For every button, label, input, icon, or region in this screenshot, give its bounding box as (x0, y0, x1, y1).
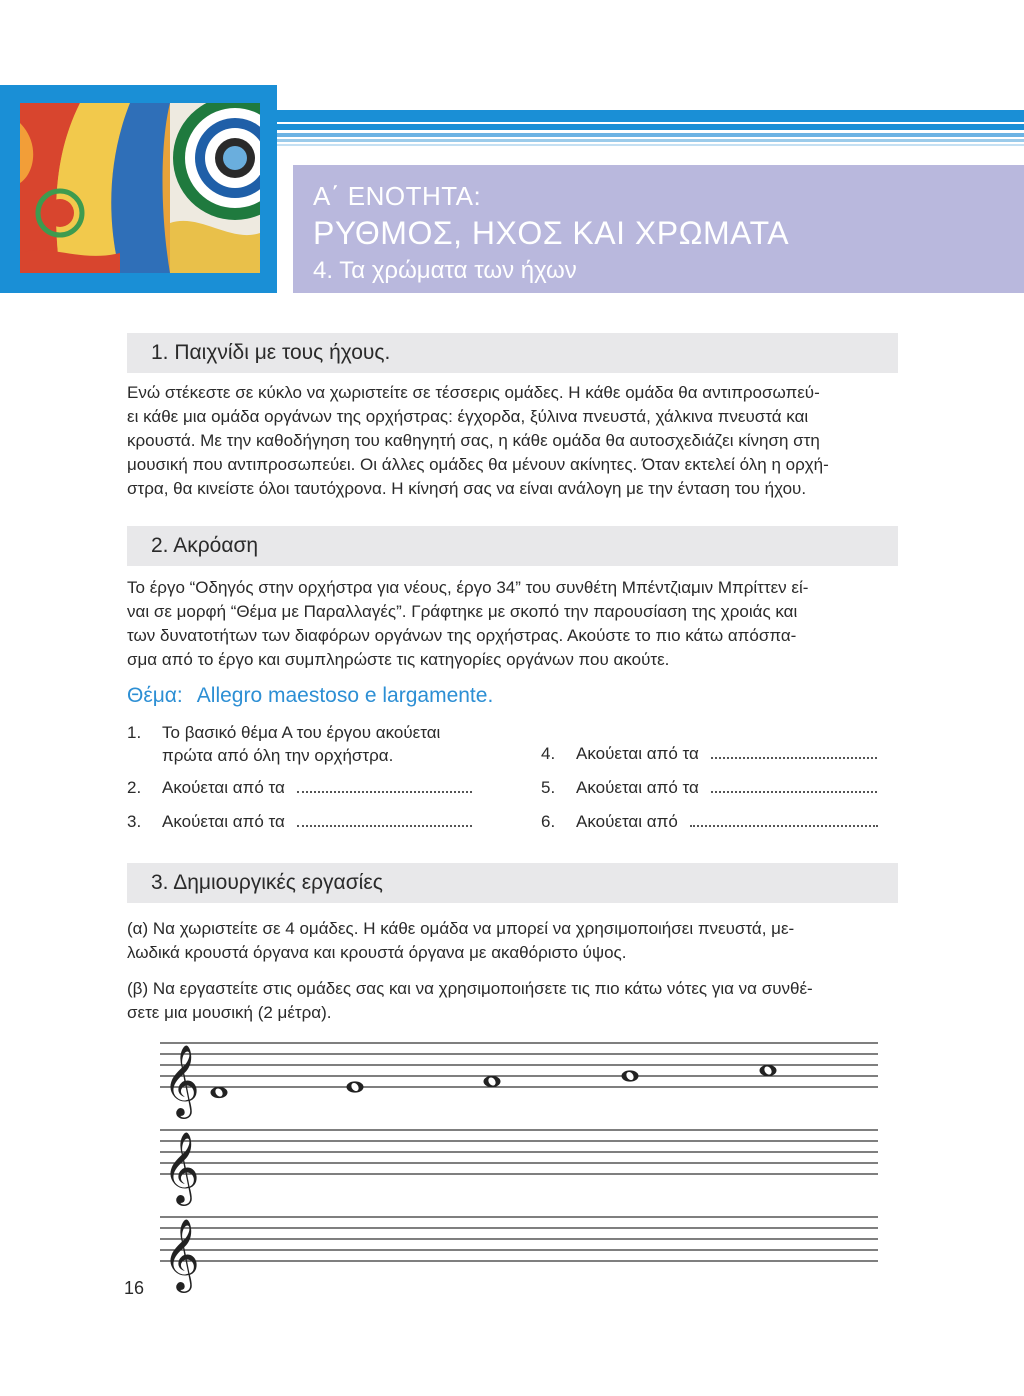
treble-clef: 𝄞 (163, 1043, 200, 1116)
paragraph-line: κρουστά. Με την καθοδήγηση του καθηγητή σας, η κάθε ομάδα θα αυτοσχεδιάζει κίνηση στη (127, 431, 820, 450)
whole-note-E4 (347, 1081, 364, 1092)
paragraph-line: λωδικά κρουστά όργανα και κρουστά όργανα με ακαθόριστο ύψος. (127, 943, 627, 962)
paragraph-line: (β) Να εργαστείτε στις ομάδες σας και να χρησιμοποιήσετε τις πιο κάτω νότες για να συνθέ- (127, 979, 813, 998)
paragraph-line: μουσική που αντιπροσωπεύει. Οι άλλες ομάδες θα μένουν ακίνητες. Όταν εκτελεί όλη η ορχή- (127, 455, 829, 474)
item-number: 1. (127, 723, 142, 742)
paragraph-line: σμα από το έργο και συμπληρώστε τις κατηγορίες οργάνων που ακούτε. (127, 650, 670, 669)
item-number: 2. (127, 778, 142, 797)
paragraph-line: ει κάθε μια ομάδα οργάνων της ορχήστρας: έγχορδα, ξύλινα πνευστά, χάλκινα πνευστά και (127, 407, 809, 426)
paragraph-line: Ενώ στέκεστε σε κύκλο να χωριστείτε σε τέσσερις ομάδες. Η κάθε ομάδα θα αντιπροσωπεύ- (127, 383, 820, 402)
unit-label: Α΄ ΕΝΟΤΗΤΑ: (313, 181, 482, 211)
item-text: Ακούεται από τα (576, 744, 699, 763)
paragraph-line: των δυνατοτήτων των διαφόρων οργάνων της ορχήστρας. Ακούστε το πιο κάτω απόσπα- (127, 626, 797, 645)
item-number: 5. (541, 778, 556, 797)
unit-subtitle: 4. Τα χρώματα των ήχων (313, 257, 577, 284)
unit-title: ΡΥΘΜΟΣ, ΗΧΟΣ ΚΑΙ ΧΡΩΜΑΤΑ (313, 215, 790, 251)
item-number: 6. (541, 812, 556, 831)
section-2-heading: 2. Ακρόαση (151, 534, 259, 557)
treble-clef: 𝄞 (163, 1217, 200, 1290)
whole-note-D4 (211, 1087, 228, 1098)
item-text: Ακούεται από (576, 812, 678, 831)
paragraph-line: ναι σε μορφή “Θέμα με Παραλλαγές”. Γράφτηκε με σκοπό την παρουσίαση της χροιάς και (127, 602, 798, 621)
item-text: Το βασικό θέμα Α του έργου ακούεται (162, 723, 441, 742)
item-text: Ακούεται από τα (576, 778, 699, 797)
item-text-continued: πρώτα από όλη την ορχήστρα. (162, 746, 394, 765)
paragraph-line: σετε μια μουσική (2 μέτρα). (127, 1003, 332, 1022)
whole-note-A4 (760, 1065, 777, 1076)
treble-clef: 𝄞 (163, 1130, 200, 1203)
whole-note-F4 (484, 1076, 501, 1087)
page-number: 16 (124, 1278, 145, 1298)
item-text: Ακούεται από τα (162, 778, 285, 797)
section-1-heading: 1. Παιχνίδι με τους ήχους. (151, 341, 391, 364)
section-3-heading: 3. Δημιουργικές εργασίες (151, 871, 383, 894)
theme-tempo: Allegro maestoso e largamente. (196, 684, 494, 707)
paragraph-line: στρα, θα κινείστε όλοι ταυτόχρονα. Η κίνησή σας να είναι ανάλογη με την ένταση του ήχου. (127, 479, 807, 498)
item-text: Ακούεται από τα (162, 812, 285, 831)
paragraph-line: Το έργο “Οδηγός στην ορχήστρα για νέους, έργο 34” του συνθέτη Μπέντζιαμιν Μπρίττεν εί- (127, 578, 809, 597)
whole-note-G4 (622, 1070, 639, 1081)
theme-label: Θέμα: (127, 684, 183, 707)
item-number: 4. (541, 744, 556, 763)
item-number: 3. (127, 812, 142, 831)
paragraph-line: (α) Να χωριστείτε σε 4 ομάδες. Η κάθε ομάδα να μπορεί να χρησιμοποιήσει πνευστά, με- (127, 919, 795, 938)
